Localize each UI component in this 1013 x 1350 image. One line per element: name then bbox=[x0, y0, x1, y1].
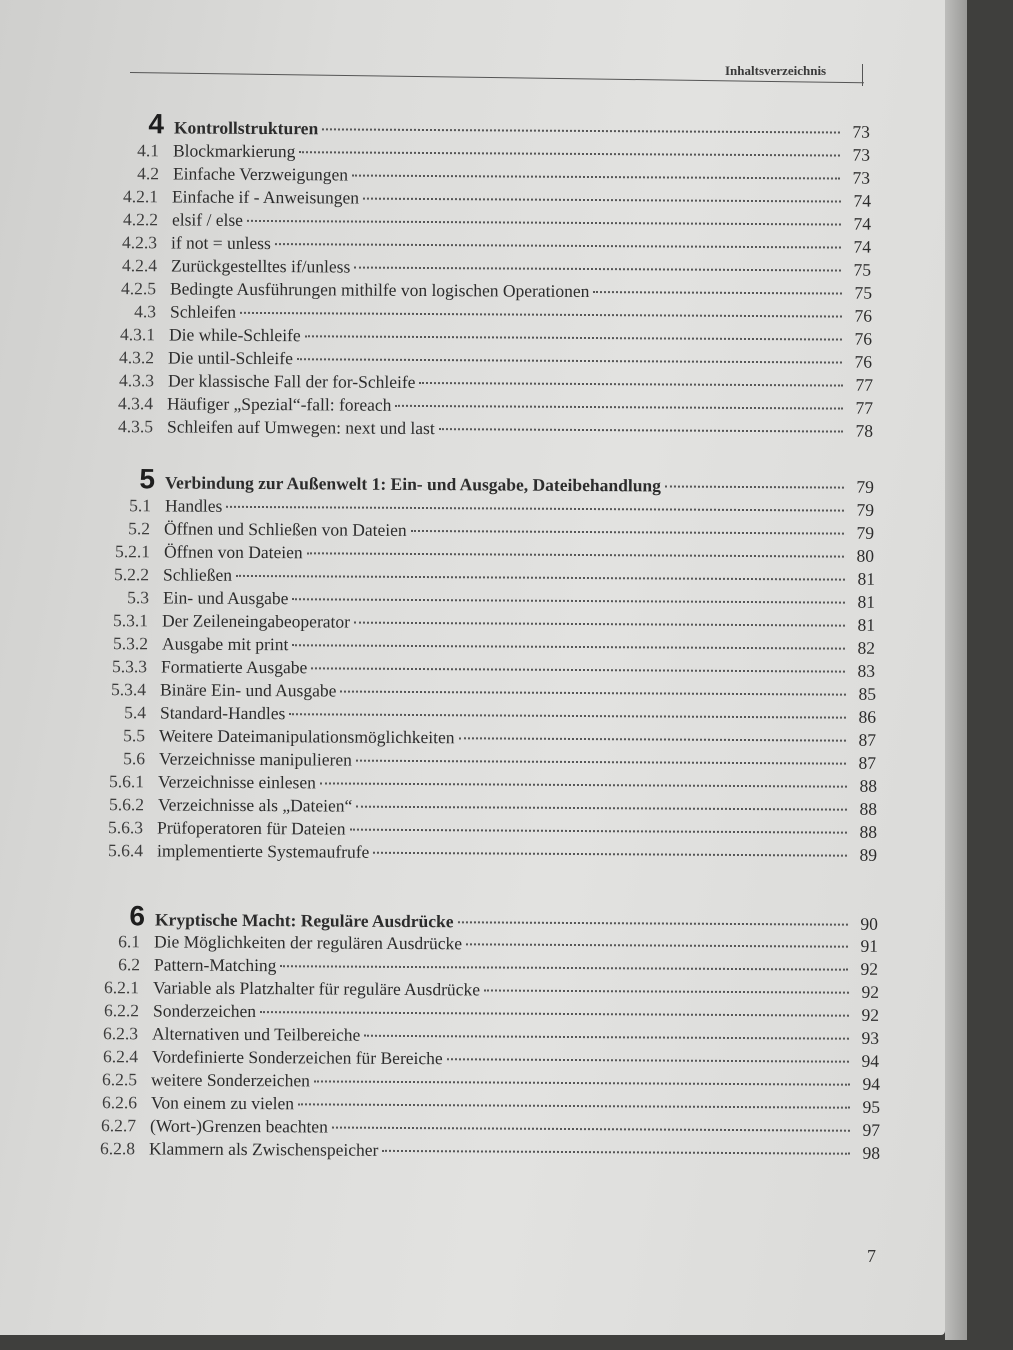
toc-entry-number: 5.3 bbox=[127, 587, 150, 608]
dot-leader bbox=[419, 382, 843, 387]
toc-entry bbox=[100, 185, 871, 212]
toc-entry-page: 88 bbox=[859, 821, 878, 842]
toc-entry bbox=[95, 415, 873, 442]
toc-entry-title: Standard-Handles bbox=[159, 702, 286, 724]
dot-leader bbox=[350, 829, 847, 834]
toc-entry-page: 95 bbox=[862, 1096, 881, 1117]
dot-leader bbox=[292, 644, 845, 649]
toc-entry-page: 74 bbox=[853, 190, 872, 211]
toc-entry-page: 79 bbox=[856, 499, 875, 520]
toc-entry bbox=[98, 300, 872, 327]
toc-entry-title: Weitere Dateimanipulationsmöglichkeiten bbox=[158, 725, 455, 748]
toc-entry-number: 5.3.3 bbox=[111, 656, 148, 677]
toc-entry-title: if not = unless bbox=[170, 232, 271, 254]
toc-entry-page: 93 bbox=[861, 1027, 880, 1048]
toc-entry-title: Sonderzeichen bbox=[152, 1000, 257, 1022]
dot-leader bbox=[289, 713, 846, 718]
toc-entry-title: Einfache Verzweigungen bbox=[172, 163, 349, 185]
toc-entry-number: 4.3.5 bbox=[117, 416, 154, 437]
dot-leader bbox=[382, 1150, 850, 1155]
running-header: Inhaltsverzeichnis bbox=[725, 63, 827, 78]
toc-chapter-entry bbox=[102, 108, 871, 142]
toc-entry-number: 5 bbox=[139, 463, 156, 495]
toc-entry-page: 81 bbox=[857, 568, 876, 589]
toc-entry-title: Verzeichnisse als „Dateien“ bbox=[157, 794, 353, 816]
toc-entry-title: Einfache if - Anweisungen bbox=[171, 186, 360, 208]
dot-leader bbox=[297, 358, 842, 363]
toc-entry-page: 75 bbox=[853, 259, 872, 280]
toc-entry-page: 87 bbox=[858, 729, 877, 750]
toc-entry bbox=[100, 208, 871, 235]
toc-entry-title: Bedingte Ausführungen mithilfe von logischen Operationen bbox=[169, 278, 590, 302]
toc-entry bbox=[101, 162, 870, 189]
toc-entry-number: 5.4 bbox=[124, 702, 147, 723]
toc-entry-number: 5.2 bbox=[128, 518, 151, 539]
toc-entry-title: Öffnen und Schließen von Dateien bbox=[163, 518, 407, 540]
toc-entry-page: 83 bbox=[857, 660, 876, 681]
toc-entry-title: Vordefinierte Sonderzeichen für Bereiche bbox=[151, 1046, 443, 1069]
dot-leader bbox=[363, 198, 841, 203]
dot-leader bbox=[340, 691, 846, 696]
toc-entry-number: 6.2.3 bbox=[102, 1023, 139, 1044]
toc-entry-title: Ein- und Ausgabe bbox=[162, 587, 289, 609]
toc-entry-title: Zurückgestelltes if/unless bbox=[170, 255, 351, 277]
toc-entry-page: 78 bbox=[855, 420, 874, 441]
toc-entry-page: 76 bbox=[854, 351, 873, 372]
dot-leader bbox=[373, 852, 847, 857]
toc-entry-page: 80 bbox=[856, 545, 875, 566]
toc-entry-title: Von einem zu vielen bbox=[150, 1092, 295, 1114]
toc-entry-title: Die until-Schleife bbox=[167, 347, 293, 369]
toc-entry-title: Binäre Ein- und Ausgabe bbox=[159, 679, 337, 701]
toc-entry-number: 6.2.1 bbox=[103, 977, 140, 998]
toc-entry-page: 82 bbox=[857, 637, 876, 658]
toc-entry-page: 77 bbox=[855, 374, 874, 395]
dot-leader bbox=[447, 1058, 849, 1062]
toc-entry-page: 92 bbox=[861, 1004, 880, 1025]
dot-leader bbox=[299, 151, 840, 156]
toc-entry-number: 6 bbox=[129, 900, 146, 932]
toc-entry-title: implementierte Systemaufrufe bbox=[156, 840, 370, 862]
dot-leader bbox=[466, 943, 848, 947]
dot-leader bbox=[593, 291, 842, 295]
toc-entry-number: 5.6.4 bbox=[107, 840, 144, 861]
toc-entry-number: 6.2.8 bbox=[99, 1138, 136, 1159]
toc-entry-page: 92 bbox=[861, 981, 880, 1002]
toc-entry-page: 74 bbox=[853, 236, 872, 257]
dot-leader bbox=[305, 335, 842, 340]
dot-leader bbox=[292, 598, 845, 603]
toc-entry-page: 77 bbox=[855, 397, 874, 418]
toc-entry-page: 73 bbox=[852, 167, 871, 188]
dot-leader bbox=[298, 1103, 850, 1108]
toc-entry-number: 5.2.1 bbox=[114, 541, 151, 562]
toc-entry-number: 5.6.2 bbox=[108, 794, 145, 815]
dot-leader bbox=[439, 428, 843, 432]
toc-entry bbox=[101, 139, 870, 166]
toc-entry-page: 88 bbox=[859, 775, 878, 796]
toc-entry-page: 94 bbox=[862, 1073, 881, 1094]
toc-chapter-entry bbox=[83, 900, 879, 934]
dot-leader bbox=[458, 921, 848, 925]
toc-entry-title: Schleifen auf Umwegen: next und last bbox=[166, 416, 435, 439]
toc-entry-page: 79 bbox=[856, 476, 875, 497]
toc-entry-number: 6.2.7 bbox=[100, 1115, 137, 1136]
toc-entry-page: 91 bbox=[860, 935, 879, 956]
toc-entry-title: Pattern-Matching bbox=[153, 954, 277, 976]
dot-leader bbox=[320, 782, 847, 787]
toc-entry-number: 4.3 bbox=[134, 301, 157, 322]
toc-entry-page: 85 bbox=[858, 683, 877, 704]
toc-entry-number: 6.2.5 bbox=[101, 1069, 138, 1090]
dot-leader bbox=[311, 667, 845, 672]
dot-leader bbox=[240, 312, 842, 318]
toc-entry-title: Ausgabe mit print bbox=[161, 633, 289, 655]
toc-entry-title: Öffnen von Dateien bbox=[163, 541, 303, 563]
toc-entry-title: Kontrollstrukturen bbox=[173, 117, 319, 139]
toc-entry-number: 4.2.1 bbox=[122, 186, 159, 207]
toc-entry-title: elsif / else bbox=[171, 209, 244, 230]
dot-leader bbox=[236, 575, 845, 581]
dot-leader bbox=[314, 1080, 850, 1085]
toc-entry-title: Prüfoperatoren für Dateien bbox=[156, 817, 346, 839]
toc-entry-number: 5.6.3 bbox=[107, 817, 144, 838]
dot-leader bbox=[275, 243, 841, 248]
toc-entry-number: 6.2.2 bbox=[103, 1000, 140, 1021]
dot-leader bbox=[247, 220, 841, 226]
toc-entry bbox=[77, 1137, 880, 1164]
dot-leader bbox=[352, 175, 840, 180]
toc-entry-page: 90 bbox=[860, 913, 879, 934]
toc-entry-number: 4.3.1 bbox=[119, 324, 156, 345]
toc-entry-number: 6.2.6 bbox=[101, 1092, 138, 1113]
toc-entry-number: 4.1 bbox=[137, 140, 160, 161]
dot-leader bbox=[226, 506, 844, 512]
toc-entry-title: Klammern als Zwischenspeicher bbox=[148, 1138, 379, 1160]
toc-entry-page: 75 bbox=[854, 282, 873, 303]
dot-leader bbox=[354, 267, 841, 272]
toc-entry-title: Verbindung zur Außenwelt 1: Ein- und Ausgabe, Dateibehandlung bbox=[164, 472, 662, 496]
dot-leader bbox=[665, 485, 844, 488]
toc-entry-page: 81 bbox=[857, 591, 876, 612]
dot-leader bbox=[356, 760, 846, 765]
toc-entry-title: Kryptische Macht: Reguläre Ausdrücke bbox=[154, 909, 454, 932]
dot-leader bbox=[332, 1127, 850, 1132]
toc-entry-title: Variable als Platzhalter für reguläre Ausdrücke bbox=[152, 977, 481, 1000]
toc-entry-page: 81 bbox=[857, 614, 876, 635]
toc-entry-number: 4.3.2 bbox=[118, 347, 155, 368]
toc-entry-number: 4.2.2 bbox=[122, 209, 159, 230]
dot-leader bbox=[395, 405, 843, 410]
dot-leader bbox=[356, 806, 847, 811]
toc-chapter-entry bbox=[93, 463, 875, 497]
toc-entry-title: Schließen bbox=[162, 564, 233, 585]
toc-entry-number: 4.2.4 bbox=[121, 255, 158, 276]
toc-entry-number: 5.3.2 bbox=[112, 633, 149, 654]
dot-leader bbox=[322, 128, 840, 133]
toc-entry-title: Alternativen und Teilbereiche bbox=[151, 1023, 361, 1045]
dot-leader bbox=[307, 552, 844, 557]
toc-entry-number: 4.3.3 bbox=[118, 370, 155, 391]
toc-entry-page: 98 bbox=[862, 1142, 881, 1163]
toc-entry bbox=[98, 277, 872, 304]
toc-entry-page: 74 bbox=[853, 213, 872, 234]
toc-entry-title: Der Zeileneingabeoperator bbox=[161, 610, 351, 632]
toc-entry-number: 6.1 bbox=[118, 931, 141, 952]
dot-leader bbox=[260, 1011, 849, 1017]
toc-entry-title: weitere Sonderzeichen bbox=[150, 1069, 310, 1091]
dot-leader bbox=[484, 989, 849, 993]
toc-entry-number: 4.2.5 bbox=[120, 278, 157, 299]
toc-entry-title: Blockmarkierung bbox=[172, 140, 296, 162]
toc-entry-number: 6.2 bbox=[118, 954, 141, 975]
toc-entry-page: 73 bbox=[852, 144, 871, 165]
toc-entry-title: Formatierte Ausgabe bbox=[160, 656, 308, 678]
toc-entry-page: 79 bbox=[856, 522, 875, 543]
dot-leader bbox=[354, 622, 845, 627]
toc-entry bbox=[99, 231, 871, 258]
toc-entry-page: 94 bbox=[861, 1050, 880, 1071]
toc-entry-number: 5.5 bbox=[123, 725, 146, 746]
toc-entry-page: 86 bbox=[858, 706, 877, 727]
dot-leader bbox=[458, 737, 845, 741]
toc-entry-number: 6.2.4 bbox=[102, 1046, 139, 1067]
toc-entry-number: 5.3.1 bbox=[112, 610, 149, 631]
toc-entry-page: 73 bbox=[852, 121, 871, 142]
toc-entry-page: 88 bbox=[859, 798, 878, 819]
toc-entry-number: 4 bbox=[148, 108, 165, 140]
toc-entry-number: 5.3.4 bbox=[110, 679, 147, 700]
dot-leader bbox=[280, 965, 848, 970]
toc-entry-title: Der klassische Fall der for-Schleife bbox=[167, 370, 416, 392]
toc-entry-title: Die Möglichkeiten der regulären Ausdrücke bbox=[153, 931, 463, 954]
dot-leader bbox=[364, 1035, 849, 1040]
toc-entry-number: 5.1 bbox=[129, 495, 152, 516]
toc-entry-title: Verzeichnisse manipulieren bbox=[158, 748, 352, 770]
toc-entry-title: (Wort-)Grenzen beachten bbox=[149, 1115, 328, 1137]
toc-entry-number: 5.6.1 bbox=[108, 771, 145, 792]
toc-entry bbox=[99, 254, 871, 281]
toc-entry-number: 4.3.4 bbox=[117, 393, 154, 414]
toc-entry-title: Schleifen bbox=[169, 301, 237, 322]
toc-entry-page: 87 bbox=[858, 752, 877, 773]
toc-entry-title: Die while-Schleife bbox=[168, 324, 301, 346]
toc-entry-title: Handles bbox=[164, 495, 223, 516]
page-number: 7 bbox=[867, 1246, 876, 1266]
toc-entry-title: Häufiger „Spezial“-fall: foreach bbox=[166, 393, 392, 415]
page-edge bbox=[945, 0, 967, 1340]
toc-entry-page: 76 bbox=[854, 305, 873, 326]
toc-entry-number: 5.2.2 bbox=[113, 564, 150, 585]
toc-entry-number: 4.2.3 bbox=[121, 232, 158, 253]
toc-entry-number: 5.6 bbox=[123, 748, 146, 769]
toc-entry-page: 76 bbox=[854, 328, 873, 349]
toc-entry bbox=[85, 839, 877, 866]
dot-leader bbox=[411, 530, 844, 535]
toc-entry-page: 97 bbox=[862, 1119, 881, 1140]
toc-entry-title: Verzeichnisse einlesen bbox=[157, 771, 316, 793]
toc-entry-page: 92 bbox=[860, 958, 879, 979]
toc-entry-page: 89 bbox=[859, 844, 878, 865]
toc-entry-number: 4.2 bbox=[137, 163, 160, 184]
